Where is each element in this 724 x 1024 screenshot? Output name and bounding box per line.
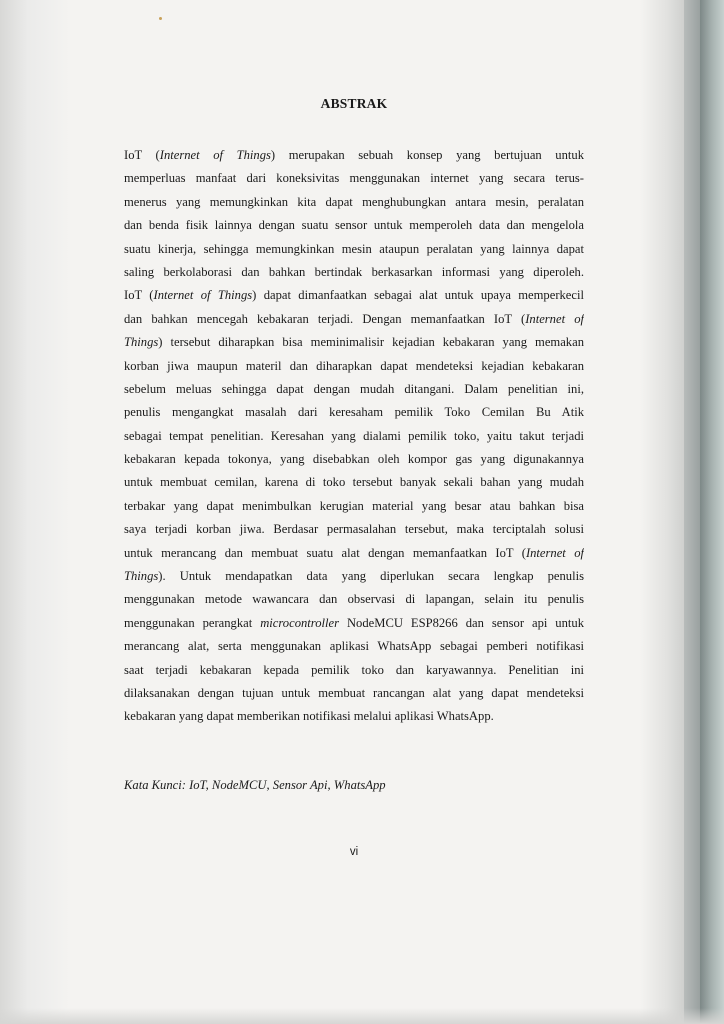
- abstract-paragraph: [124, 144, 584, 729]
- text-run: kebakaran kepada tokonya, yang disebabkan oleh kompor gas yang digunakannya: [124, 452, 584, 467]
- paragraph-line: [124, 308, 584, 331]
- text-run: sebelum meluas sehingga dapat dengan mudah ditangani. Dalam penelitian ini,: [124, 381, 584, 396]
- text-run: saya terjadi korban jiwa. Berdasar permasalahan tersebut, maka terciptalah solusi: [124, 522, 584, 537]
- text-run: merancang alat, serta menggunakan aplikasi WhatsApp sebagai pemberi notifikasi: [124, 639, 584, 654]
- paragraph-line: [124, 214, 584, 237]
- paragraph-line: [124, 355, 584, 378]
- paragraph-line: [124, 542, 584, 565]
- text-run: menggunakan perangkat: [124, 615, 261, 630]
- paragraph-line: [124, 705, 584, 728]
- scan-shadow-right: [640, 0, 684, 1024]
- paragraph-line: [124, 167, 584, 190]
- text-run: saling berkolaborasi dan bahkan bertindak berkasarkan informasi yang diperoleh.: [124, 264, 584, 279]
- paragraph-line: [124, 588, 584, 611]
- paragraph-line: [124, 682, 584, 705]
- text-run: kebakaran yang dapat memberikan notifikasi melalui aplikasi WhatsApp.: [124, 709, 494, 724]
- text-run: saat terjadi kebakaran kepada pemilik toko dan karyawannya. Penelitian ini: [124, 662, 584, 677]
- text-run: untuk merancang dan membuat suatu alat dengan memanfaatkan IoT (: [124, 545, 526, 560]
- paragraph-line: [124, 518, 584, 541]
- text-run: dan bahkan mencegah kebakaran terjadi. Dengan memanfaatkan IoT (: [124, 311, 526, 326]
- italic-term: Things: [124, 335, 159, 350]
- text-run: IoT (: [124, 148, 160, 162]
- paragraph-line: [124, 284, 584, 307]
- text-run: sebagai tempat penelitian. Keresahan yang dialami pemilik toko, yaitu takut terjadi: [124, 428, 584, 443]
- scan-shadow-bottom: [0, 1008, 724, 1024]
- text-run: korban jiwa maupun materil dan diharapkan dapat mendeteksi kejadian kebakaran: [124, 358, 584, 373]
- scan-speck: [159, 17, 162, 20]
- text-run: penulis mengangkat masalah dari keresaham pemilik Toko Cemilan Bu Atik: [124, 405, 584, 420]
- paragraph-line: [124, 471, 584, 494]
- text-run: ) merupakan sebuah konsep yang bertujuan untuk: [270, 148, 584, 162]
- text-run: ). Untuk mendapatkan data yang diperlukan secara lengkap penulis: [158, 569, 584, 584]
- paragraph-line: [124, 238, 584, 261]
- paragraph-line: [124, 191, 584, 214]
- text-run: menerus yang memungkinkan kita dapat menghubungkan antara mesin, peralatan: [124, 194, 584, 209]
- paragraph-line: [124, 612, 584, 635]
- italic-term: Internet of: [525, 545, 584, 560]
- text-run: NodeMCU ESP8266 dan sensor api untuk: [339, 615, 584, 630]
- paragraph-line: [124, 261, 584, 284]
- paragraph-line: [124, 425, 584, 448]
- text-run: IoT (: [124, 288, 154, 303]
- page-number: vi: [349, 846, 359, 858]
- paragraph-line: [124, 144, 584, 167]
- text-run: dilaksanakan dengan tujuan untuk membuat rancangan alat yang dapat mendeteksi: [124, 685, 584, 700]
- paragraph-line: [124, 659, 584, 682]
- italic-term: Internet of: [525, 311, 584, 326]
- text-run: untuk membuat cemilan, karena di toko tersebut banyak sekali bahan yang mudah: [124, 475, 584, 490]
- italic-term: Things: [124, 569, 159, 584]
- paragraph-line: [124, 495, 584, 518]
- page-title: ABSTRAK: [320, 96, 388, 111]
- text-run: memperluas manfaat dari koneksivitas menggunakan internet yang secara terus-: [124, 171, 584, 186]
- paragraph-line: [124, 331, 584, 354]
- scan-page-edge: [684, 0, 700, 1024]
- italic-term: microcontroller: [260, 615, 340, 630]
- text-run: terbakar yang dapat menimbulkan kerugian material yang besar atau bahkan bisa: [124, 498, 584, 513]
- paragraph-line: [124, 448, 584, 471]
- paragraph-line: [124, 401, 584, 424]
- scan-shadow-left: [0, 0, 70, 1024]
- paragraph-line: [124, 565, 584, 588]
- text-run: ) dapat dimanfaatkan sebagai alat untuk upaya memperkecil: [252, 288, 584, 303]
- paragraph-line: [124, 635, 584, 658]
- italic-term: Internet of Things: [159, 148, 271, 162]
- text-run: ) tersebut diharapkan bisa meminimalisir kejadian kebakaran yang memakan: [158, 335, 584, 350]
- paragraph-line: [124, 378, 584, 401]
- text-run: suatu kinerja, sehingga memungkinkan mesin ataupun peralatan yang lainnya dapat: [124, 241, 584, 256]
- text-run: menggunakan metode wawancara dan observasi di lapangan, selain itu penulis: [124, 592, 584, 607]
- italic-term: Internet of Things: [153, 288, 253, 303]
- keywords-line: Kata Kunci: IoT, NodeMCU, Sensor Api, WhatsApp: [124, 778, 386, 792]
- scan-border-strip: [700, 0, 724, 1024]
- text-run: dan benda fisik lainnya dengan suatu sensor untuk memperoleh data dan mengelola: [124, 218, 584, 233]
